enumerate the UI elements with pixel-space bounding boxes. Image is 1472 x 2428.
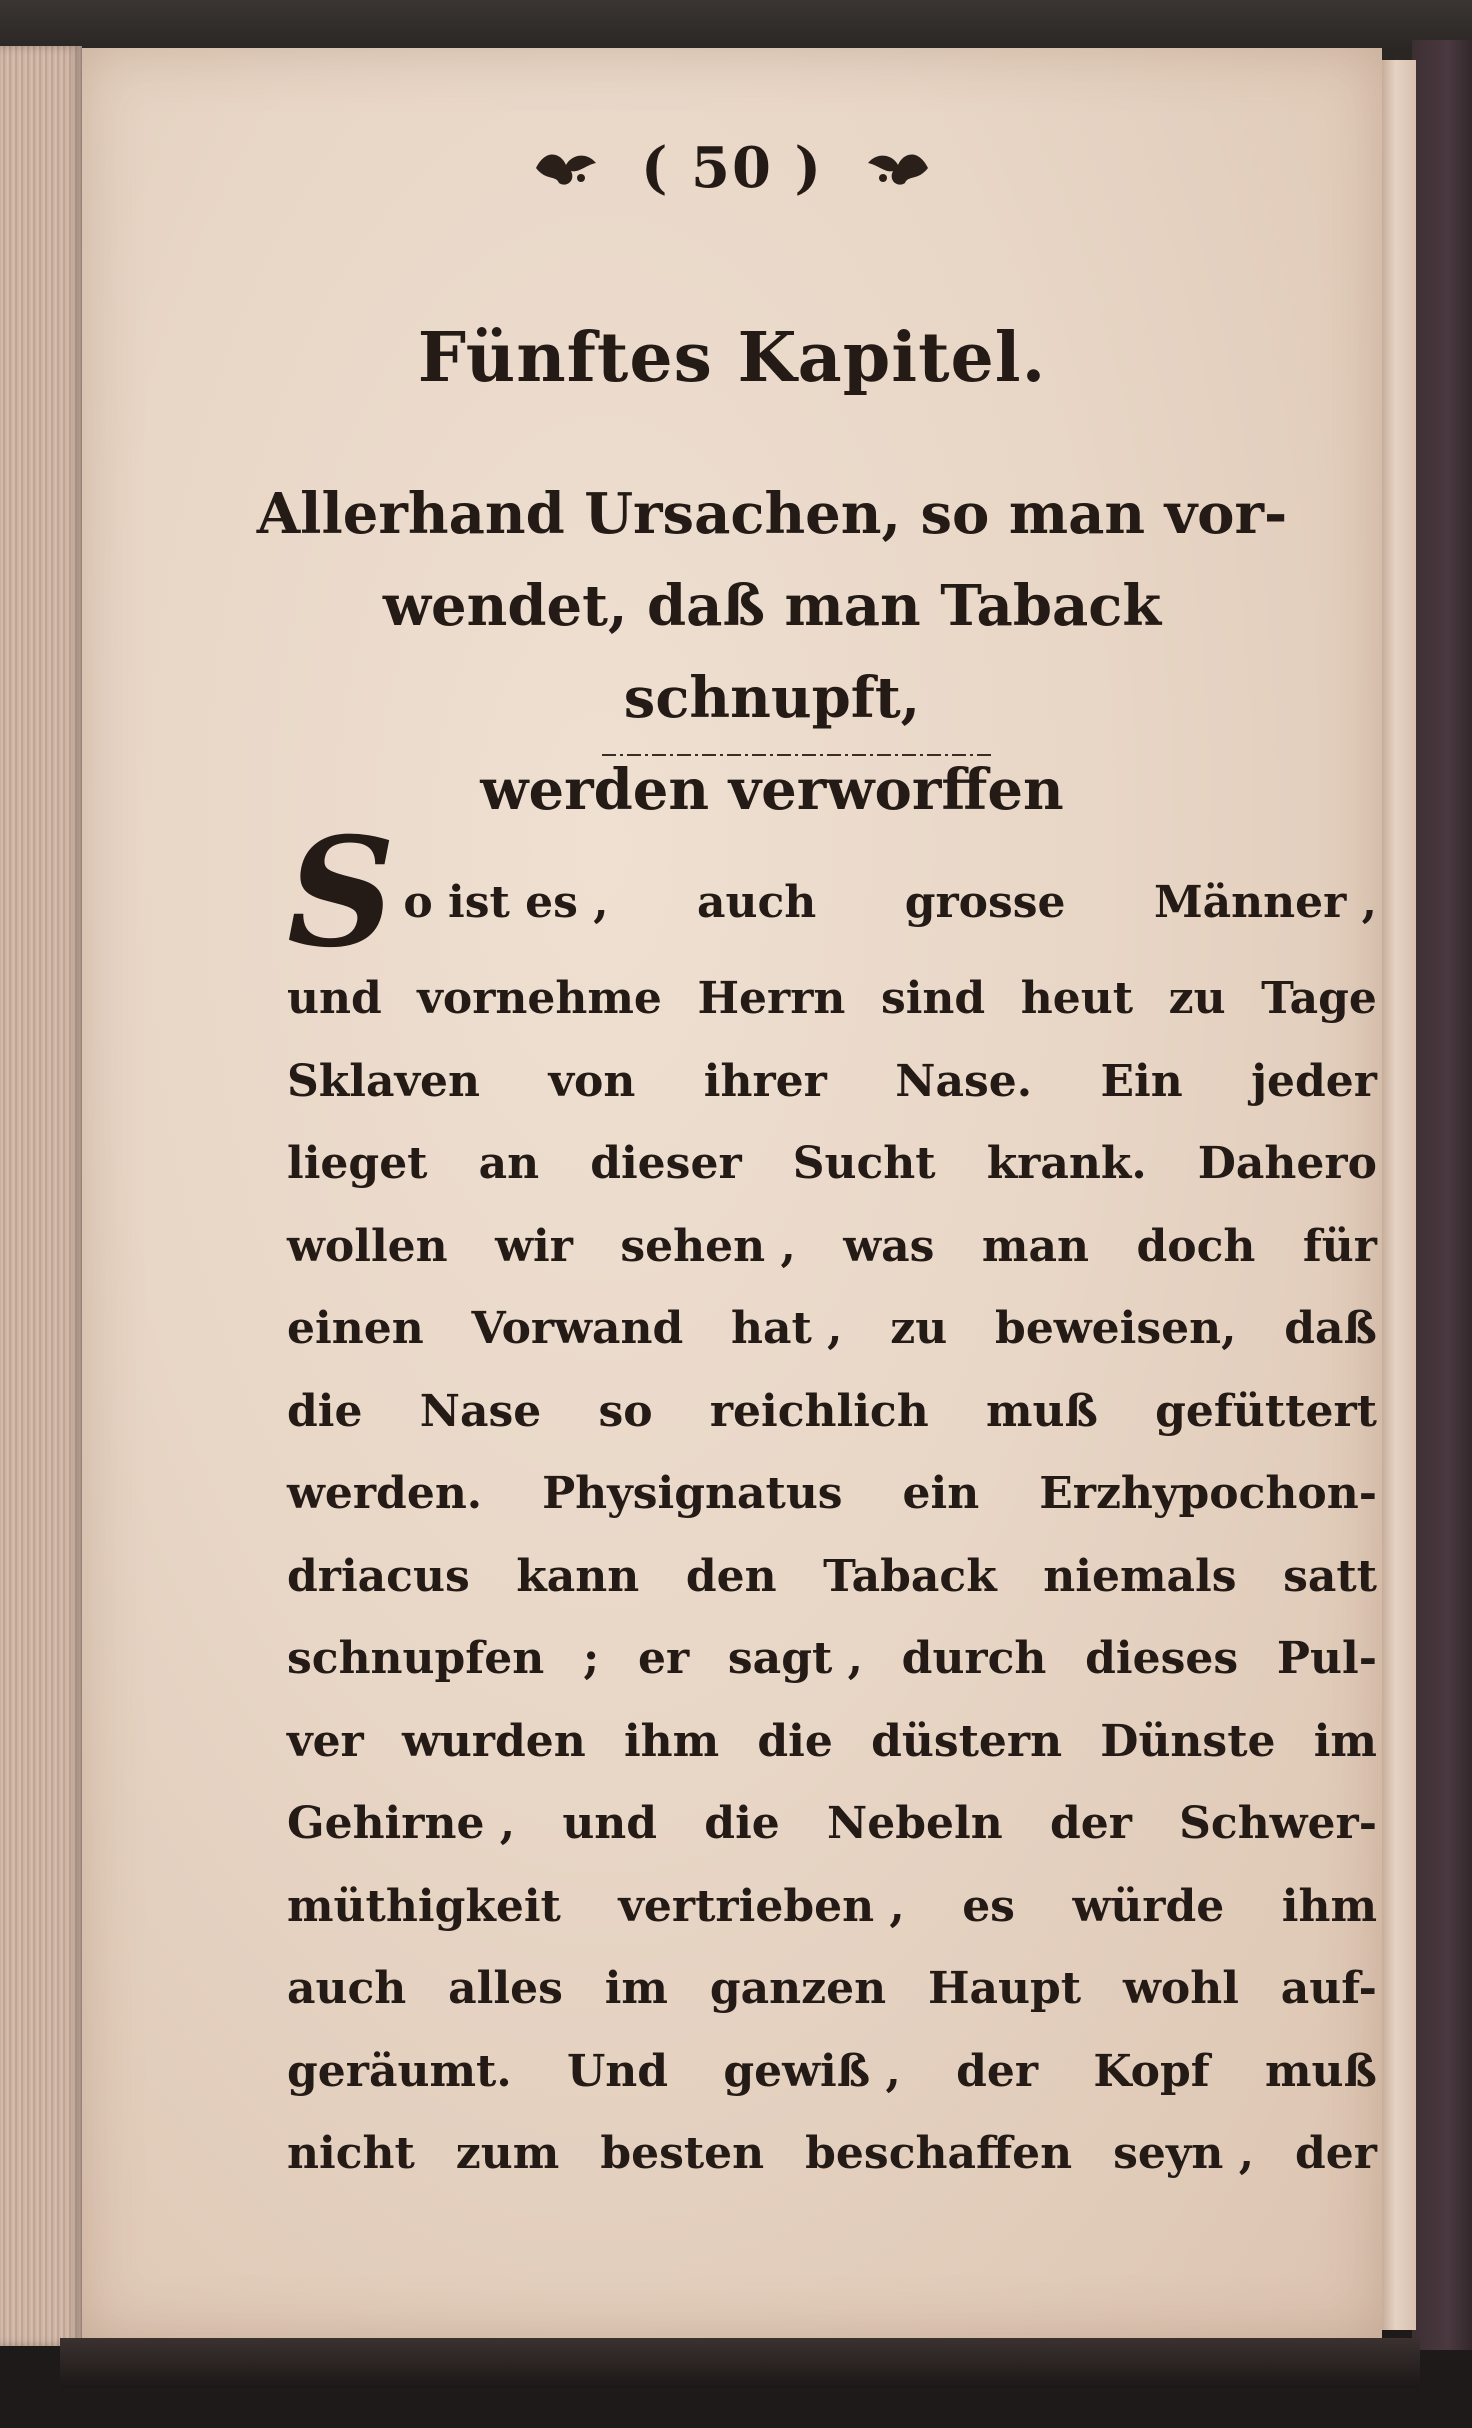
decorative-rule [602, 752, 992, 758]
word: zu [1168, 973, 1226, 1024]
word: dieses [1085, 1633, 1239, 1684]
word: würde [1072, 1880, 1225, 1932]
word: von [548, 1055, 636, 1107]
word: wollen [287, 1220, 448, 1272]
word: den [685, 1550, 777, 1602]
word: nicht [287, 2128, 415, 2179]
word: kann [516, 1550, 640, 1602]
word: doch [1136, 1220, 1256, 1272]
text-line [287, 1701, 1377, 1784]
word: seyn , [1113, 2128, 1255, 2179]
word: driacus [287, 1550, 470, 1602]
word: Gehirne , [287, 1798, 516, 1849]
word: zu [890, 1303, 948, 1354]
word: die [757, 1715, 833, 1767]
word: Haupt [927, 1963, 1082, 2014]
word: sehen , [620, 1220, 796, 1272]
word: Taback [823, 1550, 997, 1602]
word: ; [582, 1633, 600, 1684]
word: der [1049, 1798, 1132, 1849]
word: daß [1284, 1303, 1377, 1354]
word: krank. [986, 1138, 1147, 1189]
word: im [604, 1963, 668, 2014]
word: vornehme [417, 973, 662, 1024]
word: geräumt. [287, 2045, 512, 2097]
word: reichlich [709, 1385, 929, 1437]
word: werden. [287, 1468, 483, 1519]
right-ornament-icon [863, 143, 933, 193]
word: durch [901, 1633, 1047, 1684]
word: und [287, 973, 382, 1024]
word: Erzhypochon- [1039, 1468, 1377, 1519]
text-line [287, 1618, 1377, 1701]
text-line [287, 2031, 1377, 2114]
word: Männer , [1153, 876, 1377, 928]
word: düstern [871, 1715, 1063, 1767]
word: einen [287, 1303, 424, 1354]
word: und [562, 1798, 658, 1849]
word: was [843, 1220, 935, 1272]
word: auch [696, 876, 817, 928]
page-number: ( 50 ) [641, 135, 823, 201]
word: Dünste [1100, 1715, 1276, 1767]
word: für [1302, 1220, 1377, 1272]
word: beweisen, [995, 1303, 1237, 1354]
text-line [287, 1536, 1377, 1619]
text-line [287, 1041, 1377, 1124]
book-cover-top [0, 0, 1472, 48]
text-line [287, 1866, 1377, 1949]
text-line [287, 1123, 1377, 1206]
body-lines [287, 958, 1377, 2196]
word: Nase [419, 1385, 542, 1437]
text-line [287, 958, 1377, 1041]
word: wurden [401, 1715, 586, 1767]
word: Nebeln [827, 1798, 1003, 1849]
book-page [82, 48, 1382, 2338]
word: o ist es , [403, 876, 609, 928]
word: ihrer [703, 1055, 827, 1107]
word: Kopf [1093, 2045, 1210, 2097]
word: er [637, 1633, 690, 1684]
word: alles [448, 1963, 563, 2014]
word: ver [287, 1715, 364, 1767]
page-edges-left [0, 46, 82, 2346]
word: satt [1283, 1550, 1377, 1602]
word: dieser [590, 1138, 742, 1189]
word: Ein [1100, 1055, 1183, 1107]
word: gefüttert [1155, 1385, 1377, 1437]
first-line [287, 805, 1377, 981]
text-line [287, 1206, 1377, 1289]
text-line [287, 1783, 1377, 1866]
word: wohl [1123, 1963, 1239, 2014]
word: die [704, 1798, 780, 1849]
word: zum [455, 2128, 560, 2179]
word: niemals [1043, 1550, 1237, 1602]
book-cover-right [1412, 40, 1472, 2350]
subtitle-line: werden verworffen [480, 757, 1064, 823]
word: vertrieben , [618, 1880, 905, 1932]
word: hat , [731, 1303, 843, 1354]
subtitle-line: wendet, daß man Taback schnupft, [382, 573, 1162, 731]
text-line [287, 1453, 1377, 1536]
word: Pul- [1276, 1633, 1377, 1684]
word: die [287, 1385, 363, 1437]
word: Schwer- [1179, 1798, 1377, 1849]
page-header [82, 128, 1382, 208]
text-line [287, 1371, 1377, 1454]
word: ihm [623, 1715, 720, 1767]
word: gewiß , [723, 2045, 901, 2097]
page-edge-right [1382, 60, 1416, 2330]
word: schnupfen [287, 1633, 545, 1684]
drop-cap: S [287, 805, 396, 981]
word: Sklaven [287, 1055, 481, 1107]
word: es [962, 1880, 1015, 1932]
word: Und [566, 2045, 669, 2097]
word: der [956, 2045, 1039, 2097]
body-text [287, 805, 1377, 2196]
word: so [598, 1385, 653, 1437]
subtitle-line: Allerhand Ursachen, so man vor- [256, 481, 1288, 547]
word: im [1313, 1715, 1377, 1767]
word: beschaffen [805, 2128, 1073, 2179]
word: jeder [1251, 1055, 1377, 1107]
word: Dahero [1197, 1138, 1377, 1189]
word: ein [902, 1468, 980, 1519]
word: auf- [1280, 1963, 1377, 2014]
first-line-words [403, 862, 1377, 959]
word: der [1295, 2128, 1377, 2179]
chapter-subtitle [252, 468, 1292, 836]
word: ihm [1281, 1880, 1377, 1932]
text-line [287, 1948, 1377, 2031]
word: sagt , [727, 1633, 863, 1684]
word: Vorwand [471, 1303, 684, 1354]
word: heut [1020, 973, 1134, 1024]
left-ornament-icon [531, 143, 601, 193]
text-line [287, 2113, 1377, 2196]
word: Nase. [895, 1055, 1033, 1107]
word: man [981, 1220, 1089, 1272]
word: auch [287, 1963, 407, 2014]
text-line [287, 1288, 1377, 1371]
chapter-title: Fünftes Kapitel. [417, 318, 1047, 398]
word: müthigkeit [287, 1880, 561, 1932]
word: wir [495, 1220, 573, 1272]
word: lieget [287, 1138, 428, 1189]
word: besten [600, 2128, 765, 2179]
word: Tage [1261, 973, 1377, 1024]
word: Physignatus [542, 1468, 843, 1519]
word: grosse [904, 876, 1066, 928]
book-bottom-edge [60, 2338, 1420, 2388]
word: Herrn [697, 973, 846, 1024]
word: Sucht [792, 1138, 936, 1189]
word: sind [880, 973, 986, 1024]
word: muß [1264, 2045, 1377, 2097]
word: ganzen [709, 1963, 887, 2014]
word: muß [985, 1385, 1098, 1437]
word: an [478, 1138, 540, 1189]
